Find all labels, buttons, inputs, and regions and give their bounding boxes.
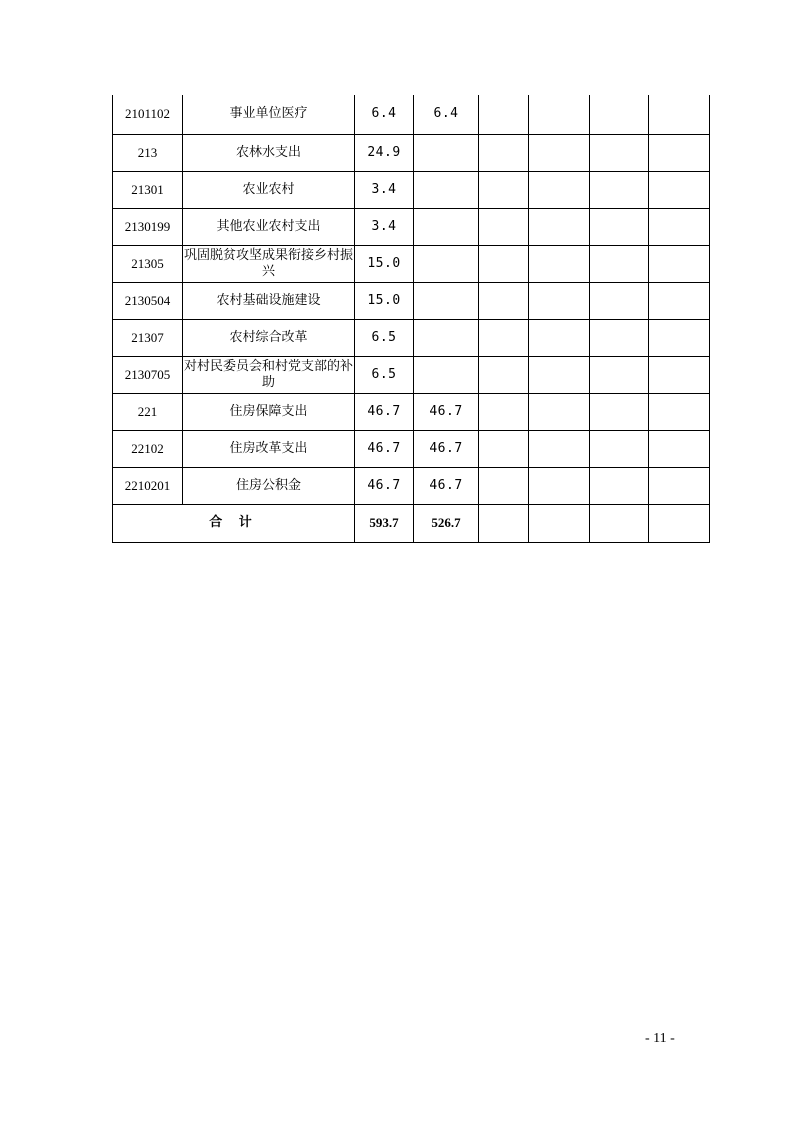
- total-cell: 6.5: [355, 319, 414, 356]
- subject-name-cell: 住房保障支出: [183, 393, 355, 430]
- subject-code-cell: 2210201: [113, 467, 183, 504]
- empty-cell: [479, 504, 529, 542]
- total-cell: 15.0: [355, 245, 414, 282]
- subject-name-cell: 巩固脱贫攻坚成果衔接乡村振兴: [183, 245, 355, 282]
- table-row: [113, 430, 710, 467]
- basic-cell: [414, 245, 479, 282]
- empty-cell: [649, 134, 710, 171]
- empty-cell: [529, 356, 590, 393]
- subject-code-cell: 221: [113, 393, 183, 430]
- grand-total-cell: 593.7: [355, 504, 414, 542]
- total-cell: 46.7: [355, 467, 414, 504]
- basic-cell: 46.7: [414, 467, 479, 504]
- empty-cell: [590, 319, 649, 356]
- empty-cell: [479, 208, 529, 245]
- subject-name-cell: 其他农业农村支出: [183, 208, 355, 245]
- table-row: [113, 467, 710, 504]
- total-cell: 24.9: [355, 134, 414, 171]
- basic-cell: [414, 208, 479, 245]
- empty-cell: [590, 95, 649, 134]
- basic-cell: 46.7: [414, 393, 479, 430]
- basic-cell: [414, 356, 479, 393]
- subject-code-cell: 21305: [113, 245, 183, 282]
- subject-name-cell: 农林水支出: [183, 134, 355, 171]
- empty-cell: [649, 245, 710, 282]
- subject-name-cell: 农业农村: [183, 171, 355, 208]
- basic-cell: [414, 171, 479, 208]
- empty-cell: [649, 430, 710, 467]
- subject-code-cell: 21301: [113, 171, 183, 208]
- empty-cell: [590, 245, 649, 282]
- empty-cell: [529, 430, 590, 467]
- empty-cell: [529, 504, 590, 542]
- empty-cell: [649, 356, 710, 393]
- total-cell: 15.0: [355, 282, 414, 319]
- total-cell: 46.7: [355, 430, 414, 467]
- table-row: [113, 319, 710, 356]
- table-row: [113, 134, 710, 171]
- table-row: [113, 95, 710, 134]
- table-row: [113, 282, 710, 319]
- empty-cell: [529, 95, 590, 134]
- empty-cell: [529, 467, 590, 504]
- subject-name-cell: 农村基础设施建设: [183, 282, 355, 319]
- empty-cell: [649, 171, 710, 208]
- empty-cell: [479, 467, 529, 504]
- basic-cell: 46.7: [414, 430, 479, 467]
- empty-cell: [479, 171, 529, 208]
- table-row: [113, 171, 710, 208]
- subject-name-cell: 对村民委员会和村党支部的补助: [183, 356, 355, 393]
- table-row: [113, 245, 710, 282]
- total-cell: 3.4: [355, 171, 414, 208]
- empty-cell: [479, 430, 529, 467]
- table-row: [113, 393, 710, 430]
- empty-cell: [479, 282, 529, 319]
- table-row: [113, 208, 710, 245]
- expenditure-table: [112, 95, 710, 543]
- subject-name-cell: 住房公积金: [183, 467, 355, 504]
- empty-cell: [649, 393, 710, 430]
- empty-cell: [479, 245, 529, 282]
- empty-cell: [590, 356, 649, 393]
- empty-cell: [649, 282, 710, 319]
- empty-cell: [649, 504, 710, 542]
- empty-cell: [590, 393, 649, 430]
- empty-cell: [590, 504, 649, 542]
- basic-cell: 6.4: [414, 95, 479, 134]
- total-cell: 3.4: [355, 208, 414, 245]
- empty-cell: [529, 393, 590, 430]
- empty-cell: [479, 356, 529, 393]
- empty-cell: [529, 171, 590, 208]
- empty-cell: [590, 467, 649, 504]
- basic-cell: [414, 319, 479, 356]
- page-number: - 11 -: [645, 1031, 675, 1046]
- empty-cell: [590, 430, 649, 467]
- subject-name-cell: 农村综合改革: [183, 319, 355, 356]
- subject-code-cell: 2101102: [113, 95, 183, 134]
- empty-cell: [529, 245, 590, 282]
- empty-cell: [649, 319, 710, 356]
- total-cell: 46.7: [355, 393, 414, 430]
- empty-cell: [590, 134, 649, 171]
- subject-code-cell: 22102: [113, 430, 183, 467]
- empty-cell: [649, 467, 710, 504]
- empty-cell: [529, 134, 590, 171]
- total-label: 合 计: [113, 504, 355, 542]
- total-cell: 6.5: [355, 356, 414, 393]
- total-cell: 6.4: [355, 95, 414, 134]
- subject-name-cell: 住房改革支出: [183, 430, 355, 467]
- table-body: [113, 95, 710, 542]
- empty-cell: [590, 208, 649, 245]
- basic-cell: [414, 134, 479, 171]
- empty-cell: [649, 208, 710, 245]
- empty-cell: [479, 95, 529, 134]
- empty-cell: [590, 282, 649, 319]
- basic-cell: [414, 282, 479, 319]
- empty-cell: [649, 95, 710, 134]
- empty-cell: [529, 319, 590, 356]
- total-row: [113, 504, 710, 542]
- subject-code-cell: 2130504: [113, 282, 183, 319]
- subject-code-cell: 213: [113, 134, 183, 171]
- subject-code-cell: 2130705: [113, 356, 183, 393]
- empty-cell: [479, 319, 529, 356]
- empty-cell: [529, 208, 590, 245]
- empty-cell: [479, 134, 529, 171]
- subject-name-cell: 事业单位医疗: [183, 95, 355, 134]
- table-row: [113, 356, 710, 393]
- empty-cell: [529, 282, 590, 319]
- empty-cell: [479, 393, 529, 430]
- subject-code-cell: 21307: [113, 319, 183, 356]
- empty-cell: [590, 171, 649, 208]
- subject-code-cell: 2130199: [113, 208, 183, 245]
- basic-total-cell: 526.7: [414, 504, 479, 542]
